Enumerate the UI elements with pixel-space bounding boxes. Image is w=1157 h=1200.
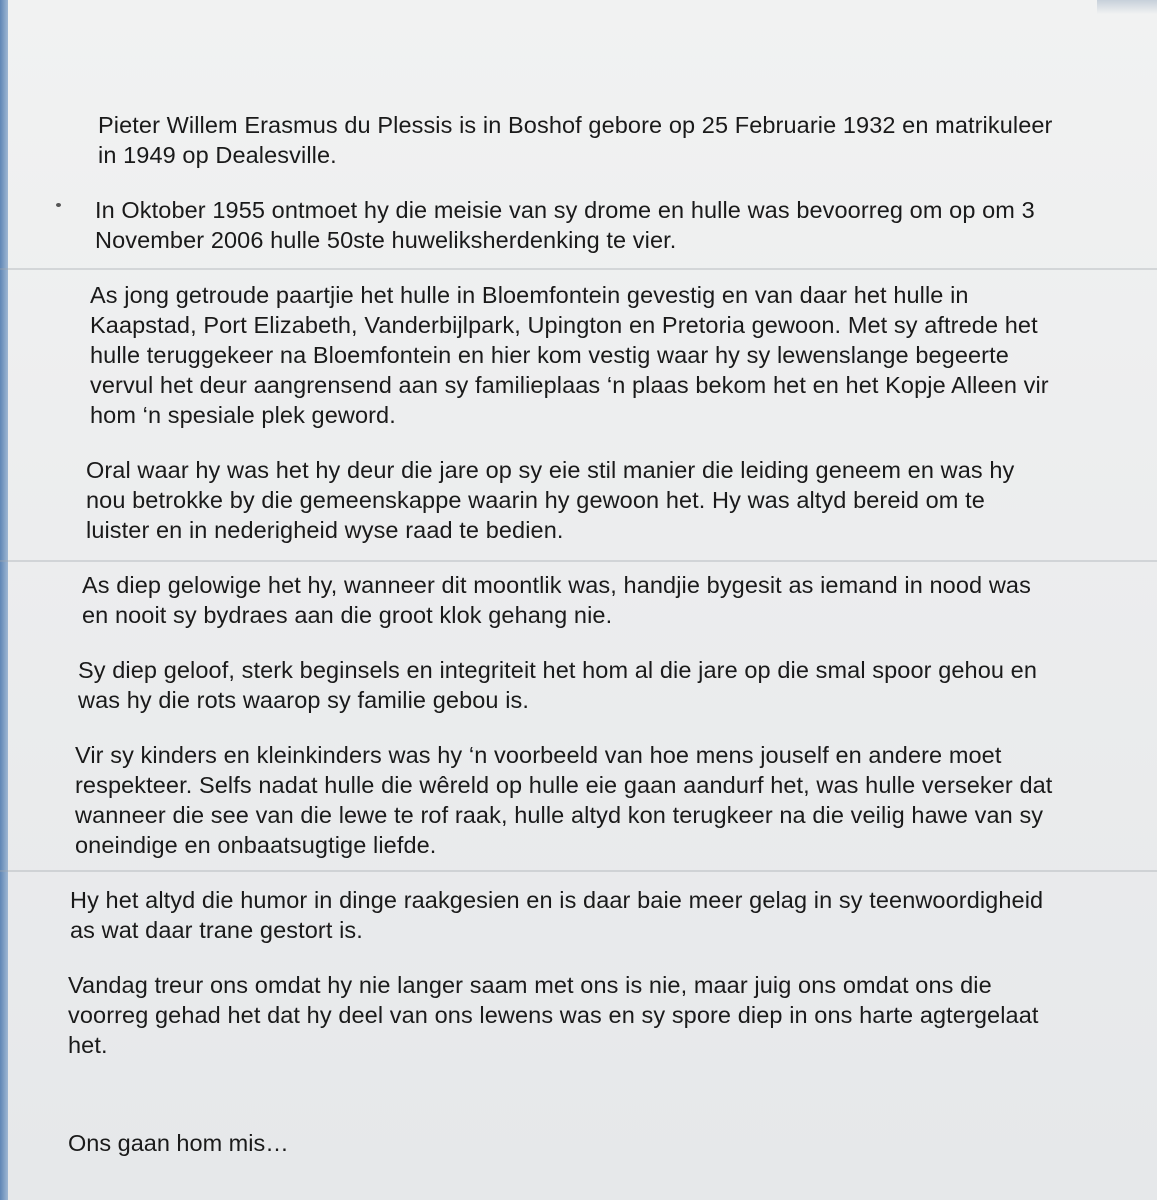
paragraph-humor: Hy het altyd die humor in dinge raakgesien en is daar baie meer gelag in sy teenwoordigheid as wat daar trane gestort is.	[70, 887, 1044, 943]
background-edge	[0, 0, 8, 1200]
background-corner	[1097, 0, 1157, 14]
paragraph-marriage: In Oktober 1955 ontmoet hy die meisie van sy drome en hulle was bevoorreg om op om 3 November 2006 hulle 50ste huweliksherdenking te vier.	[95, 197, 1035, 253]
letter-body	[68, 110, 1053, 1085]
paragraph-principles: Sy diep geloof, sterk beginsels en integriteit het hom al die jare op die smal spoor gehou en was hy die rots waarop sy familie gebou is.	[78, 657, 1038, 713]
paragraph-family: Vir sy kinders en kleinkinders was hy ‘n voorbeeld van hoe mens jouself en andere moet respekteer. Selfs nadat hulle die wêreld op hulle eie gaan aandurf het, was hulle verseker dat wanneer die see van die lewe te rof raak, hulle altyd kon terugkeer na die veilig hawe van sy oneindige en onbaatsugtige liefde.	[75, 742, 1053, 858]
paragraph-faith: As diep gelowige het hy, wanneer dit moontlik was, handjie bygesit as iemand in nood was en nooit sy bydraes aan die groot klok gehang nie.	[82, 572, 1031, 628]
paragraph-leadership: Oral waar hy was het hy deur die jare op sy eie stil manier die leiding geneem en was hy nou betrokke by die gemeenskappe waarin hy gewoon het. Hy was altyd bereid om te luister en in nederigheid wyse raad te bedien.	[86, 457, 1015, 543]
paragraph-birth: Pieter Willem Erasmus du Plessis is in Boshof gebore op 25 Februarie 1932 en matrikuleer in 1949 op Dealesville.	[98, 112, 1053, 168]
paragraph-homes: As jong getroude paartjie het hulle in Bloemfontein gevestig en van daar het hulle in Kaapstad, Port Elizabeth, Vanderbijlpark, Upington en Pretoria gewoon. Met sy aftrede het hulle teruggekeer na Bloemfontein en hier kom vestig waar hy sy lewenslange begeerte vervul het deur aangrensend aan sy familieplaas ‘n plaas bekom het en het Kopje Alleen vir hom ‘n spesiale plek geword.	[90, 282, 1049, 428]
paragraph-farewell: Vandag treur ons omdat hy nie langer saam met ons is nie, maar juig ons omdat ons die voorreg gehad het dat hy deel van ons lewens was en sy spore diep in ons harte agtergelaat het.	[68, 972, 1039, 1058]
closing-line: Ons gaan hom mis…	[68, 1130, 289, 1156]
ink-mark	[56, 203, 61, 207]
